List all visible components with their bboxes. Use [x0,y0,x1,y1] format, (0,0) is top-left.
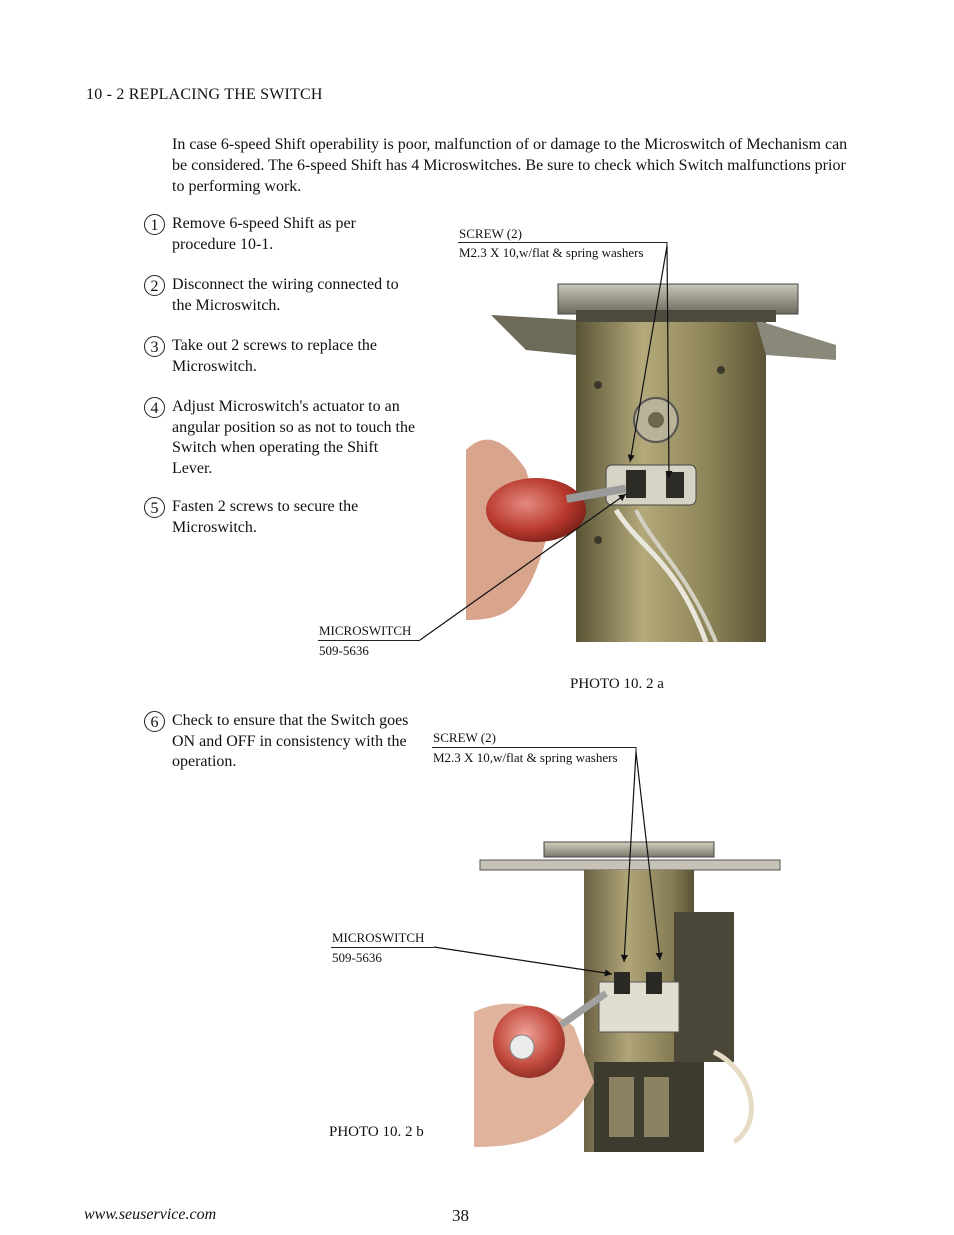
step-number: 5 [144,497,165,518]
photo-b-screw-label: SCREW (2) [433,730,496,745]
step-text: Remove 6-speed Shift as per procedure 10-1. [172,215,356,253]
intro-paragraph: In case 6-speed Shift operability is poor, malfunction of or damage to the Microswitch of Mechanism can be considered. The 6-speed Shift has 4 Microswitches. Be sure to check which Switch malfunctions prior to performing work. [172,136,848,195]
step-number: 3 [144,336,165,357]
step-text: Check to ensure that the Switch goes ON and OFF in consistency with the operation. [172,712,409,770]
step-number: 4 [144,397,165,418]
footer-url[interactable]: www.seuservice.com [84,1206,217,1223]
step-number: 6 [144,711,165,732]
photo-b-microswitch-part: 509-5636 [332,950,382,965]
step-number: 2 [144,275,165,296]
section-title: 10 - 2 REPLACING THE SWITCH [86,86,323,103]
photo-a-screw-label: SCREW (2) [459,226,522,241]
photo-a-microswitch-label: MICROSWITCH [319,623,412,638]
photo-a-caption: PHOTO 10. 2 a [570,676,664,692]
page-number: 38 [452,1206,469,1225]
photo-b-microswitch-label: MICROSWITCH [332,930,425,945]
photo-a-screw-spec: M2.3 X 10,w/flat & spring washers [459,245,644,260]
step-text: Fasten 2 screws to secure the Microswitch. [172,498,359,536]
step-text: Disconnect the wiring connected to the Microswitch. [172,276,399,314]
photo-b-caption: PHOTO 10. 2 b [329,1124,424,1140]
photo-b-screw-spec: M2.3 X 10,w/flat & spring washers [433,750,618,765]
photo-a-microswitch-part: 509-5636 [319,643,369,658]
step-text: Take out 2 screws to replace the Microswitch. [172,337,378,375]
step-text: Adjust Microswitch's actuator to an angular position so as not to touch the Switch when operating the Shift Lever. [172,398,416,477]
step-number: 1 [144,214,165,235]
